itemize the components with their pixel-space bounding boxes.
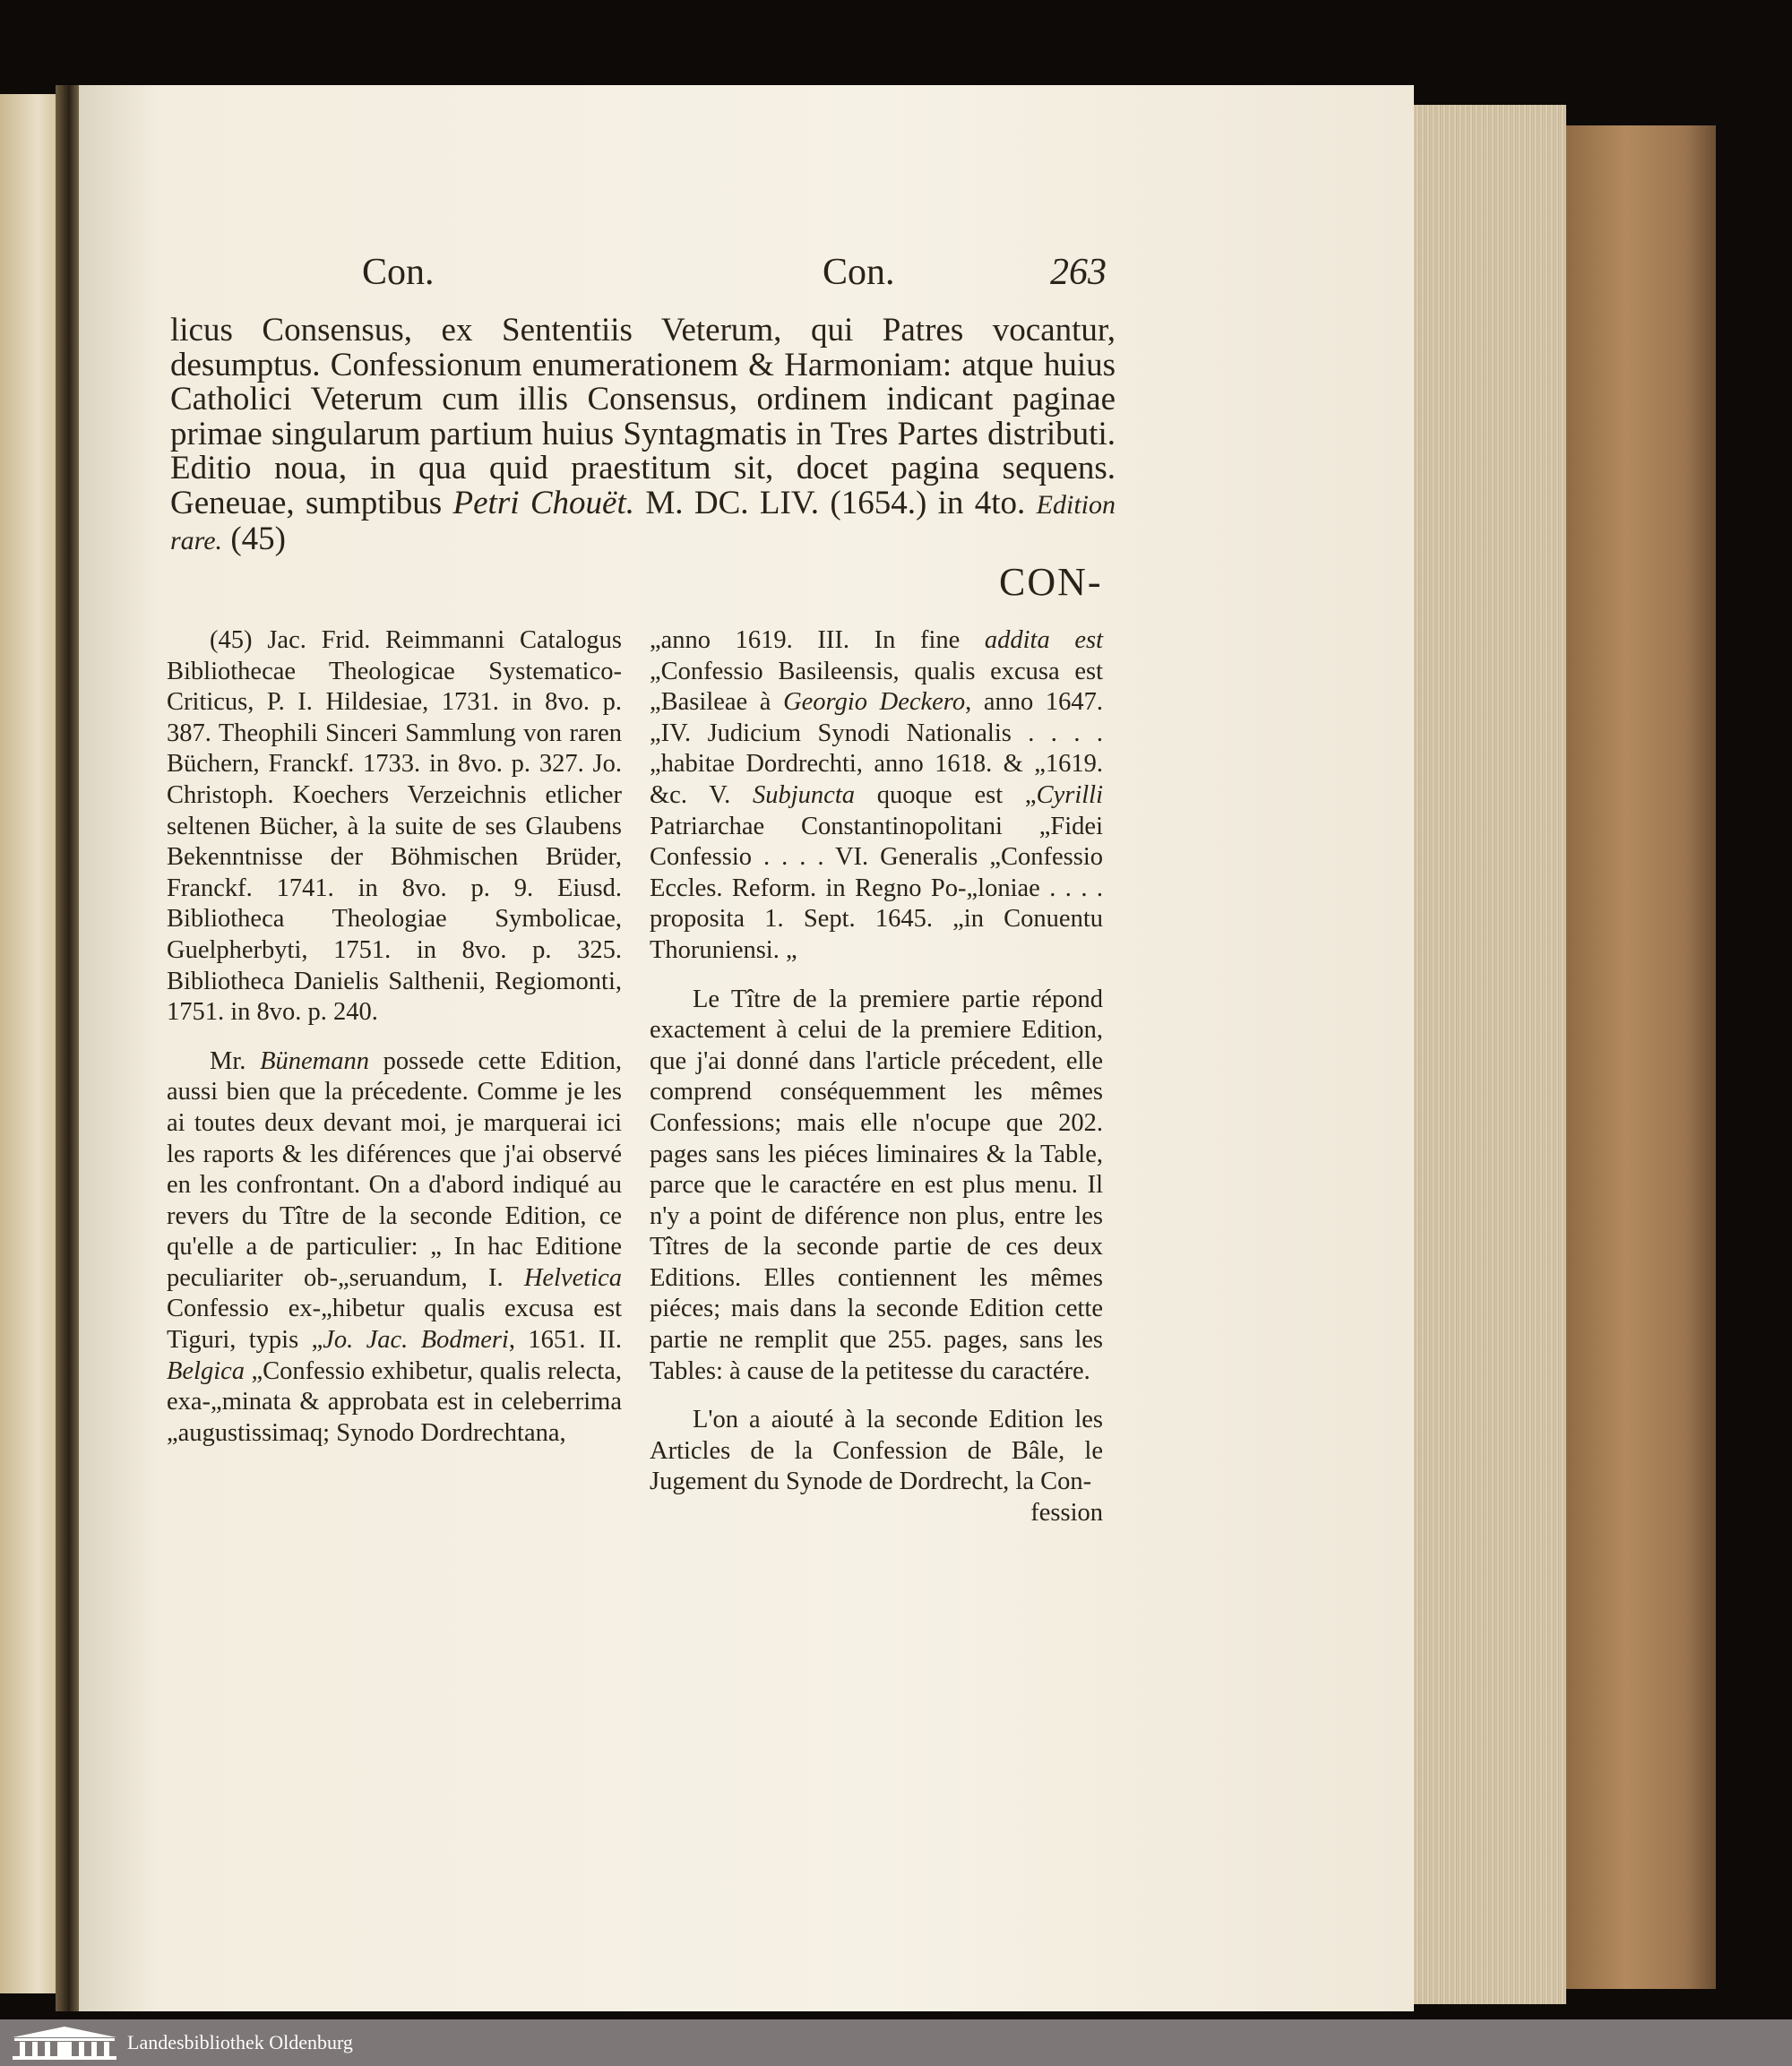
footer-bar (0, 2019, 1792, 2066)
title-text-2: M. DC. LIV. (1654.) in 4to. (634, 484, 1037, 521)
title-edition-note: Edition rare. (170, 489, 1116, 555)
running-head-center: Con. (823, 252, 895, 293)
title-footnote-ref: (45) (222, 521, 286, 557)
next-entry-marker: CON- (999, 560, 1103, 604)
page-number: 263 (1050, 252, 1107, 293)
book-cover (1566, 125, 1716, 1989)
entry-title (170, 314, 1116, 559)
footer-label: Landesbibliothek Oldenburg (127, 2031, 353, 2053)
left-paragraph-2: Mr. Bünemann possede cette Edition, aussi bien que la précedente. Comme je les ai toutes deux devant moi, je marquerai ici les raports & les diférences que j'ai observé en les confrontant. On a d'abord indiqué au revers du Tître de la seconde Edition, ce qu'elle a de particulier: „ In hac Editione peculiariter ob-„seruandum, I. Helvetica Confessio ex-„hibetur qualis excusa est Tiguri, typis „Jo. Jac. Bodmeri, 1651. II. Belgica „Confessio exhibetur, qualis relecta, exa-„minata & approbata est in celeberrima „augustissimaq; Synodo Dordrechtana, (167, 1046, 623, 1447)
library-building-logo-icon (11, 2025, 118, 2061)
title-text-1: licus Consensus, ex Sententiis Veterum, qui Patres vocantur, desumptus. Confessionum enumerationem & Harmoniam: atque huius Catholici Veterum cum illis Consensus, ordinem indicant paginae primae singularum partium huius Syntagmatis in Tres Partes distributi. Editio noua, in qua quid praestitum sit, docet pagina sequens. Geneuae, sumptibus (170, 312, 1116, 521)
title-printer: Petri Chouët. (452, 484, 635, 521)
right-paragraph-2: Le Tître de la premiere partie répond exactement à celui de la premiere Edition, que j'ai donné dans l'article précedent, elle comprend conséquemment les mêmes Confessions; mais elle n'ocupe que 202. pages sans les piéces liminaires & la Table, parce que le caractére en est plus menu. Il n'y a point de diférence non plus, entre les Tîtres de la seconde partie de ces deux Editions. Elles contiennent les mêmes piéces; mais dans la seconde Edition cette partie ne remplit que 255. pages, sans les Tables: à cause de la petitesse du caractére. (650, 985, 1103, 1385)
left-page-edge (0, 94, 63, 1993)
left-column (167, 625, 622, 1467)
running-head-left: Con. (362, 252, 435, 293)
page-edges (1414, 105, 1566, 2004)
right-paragraph-3: L'on a aiouté à la seconde Edition les Articles de la Confession de Bâle, le Jugement du Synode de Dordrecht, la Con- (650, 1406, 1103, 1496)
right-quote-continuation: „anno 1619. III. In fine addita est „Confessio Basileensis, qualis excusa est „Basileae à Georgio Deckero, anno 1647. „IV. Judicium Synodi Nationalis . . . . „habitae Dordrechti, anno 1618. & „1619. &c. V. Subjuncta quoque est „Cyrilli Patriarchae Constantinopolitani „Fidei Confessio . . . . VI. Generalis „Confessio Eccles. Reform. in Regno Po-„loniae . . . . proposita 1. Sept. 1645. „in Conuentu Thoruniensi. „ (650, 626, 1103, 964)
catchword: fession (1030, 1499, 1103, 1528)
footnote-paragraph: (45) Jac. Frid. Reimmanni Catalogus Bibliothecae Theologicae Systematico-Criticus, P. I. Hildesiae, 1731. in 8vo. p. 387. Theophili Sinceri Sammlung von raren Büchern, Franckf. 1733. in 8vo. p. 327. Jo. Christoph. Koechers Verzeichnis etlicher seltenen Bücher, à la suite de ses Glaubens Bekenntnisse der Böhmischen Brüder, Franckf. 1741. in 8vo. p. 9. Eiusd. Bibliotheca Theologiae Symbolicae, Guelpherbyti, 1751. in 8vo. p. 325. Bibliotheca Danielis Salthenii, Regiomonti, 1751. in 8vo. p. 240. (167, 626, 622, 1027)
right-column (650, 625, 1103, 1529)
